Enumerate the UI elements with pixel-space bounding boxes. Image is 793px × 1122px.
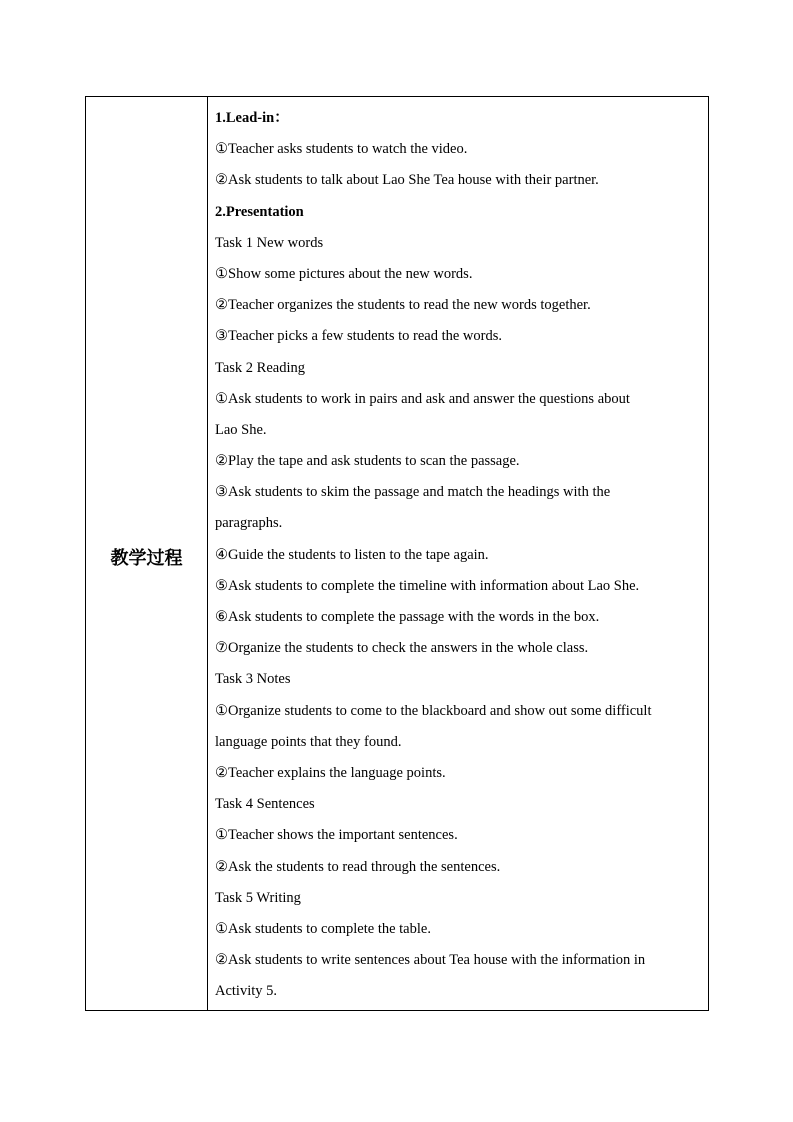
section-label: 教学过程 (110, 547, 183, 569)
section-heading: 2.Presentation (215, 203, 304, 220)
content-line: Lao She. (215, 421, 267, 438)
content-line: ①Organize students to come to the blackboard and show out some difficult (215, 702, 652, 719)
content-line: ④Guide the students to listen to the tape again. (215, 546, 489, 563)
content-line: ②Ask students to write sentences about Tea house with the information in (215, 952, 646, 969)
lesson-table (85, 96, 709, 1011)
content-line: ⑤Ask students to complete the timeline with information about Lao She. (215, 577, 640, 594)
content-line: ③Ask students to skim the passage and match the headings with the (215, 484, 611, 501)
section-heading: 1.Lead-in： (215, 110, 289, 126)
content-line: Activity 5. (215, 983, 278, 1000)
content-line: Task 1 New words (215, 234, 324, 251)
content-line: ①Ask students to work in pairs and ask and answer the questions about (215, 390, 630, 407)
label-cell (86, 97, 208, 1010)
content-line: ②Play the tape and ask students to scan the passage. (215, 453, 520, 470)
content-line: ②Teacher explains the language points. (215, 764, 446, 781)
content-line: ③Teacher picks a few students to read the words. (215, 328, 502, 345)
content-line: ⑥Ask students to complete the passage with the words in the box. (215, 609, 600, 625)
content-cell (208, 97, 708, 1010)
content-line: ⑦Organize the students to check the answers in the whole class. (215, 640, 589, 657)
content-line: ①Ask students to complete the table. (215, 920, 431, 937)
content-line: ①Teacher shows the important sentences. (215, 827, 458, 844)
content-line: ②Ask students to talk about Lao She Tea house with their partner. (215, 172, 599, 189)
content-line: paragraphs. (215, 515, 283, 532)
content-line: Task 2 Reading (215, 359, 305, 376)
content-line: ①Teacher asks students to watch the video. (215, 141, 468, 158)
content-line: language points that they found. (215, 733, 402, 750)
content-line: Task 4 Sentences (215, 796, 315, 813)
content-line: ②Ask the students to read through the sentences. (215, 858, 501, 875)
content-line: ①Show some pictures about the new words. (215, 265, 473, 282)
content-line: Task 5 Writing (215, 889, 301, 906)
content-line: Task 3 Notes (215, 671, 291, 688)
content-line: ②Teacher organizes the students to read the new words together. (215, 297, 591, 314)
